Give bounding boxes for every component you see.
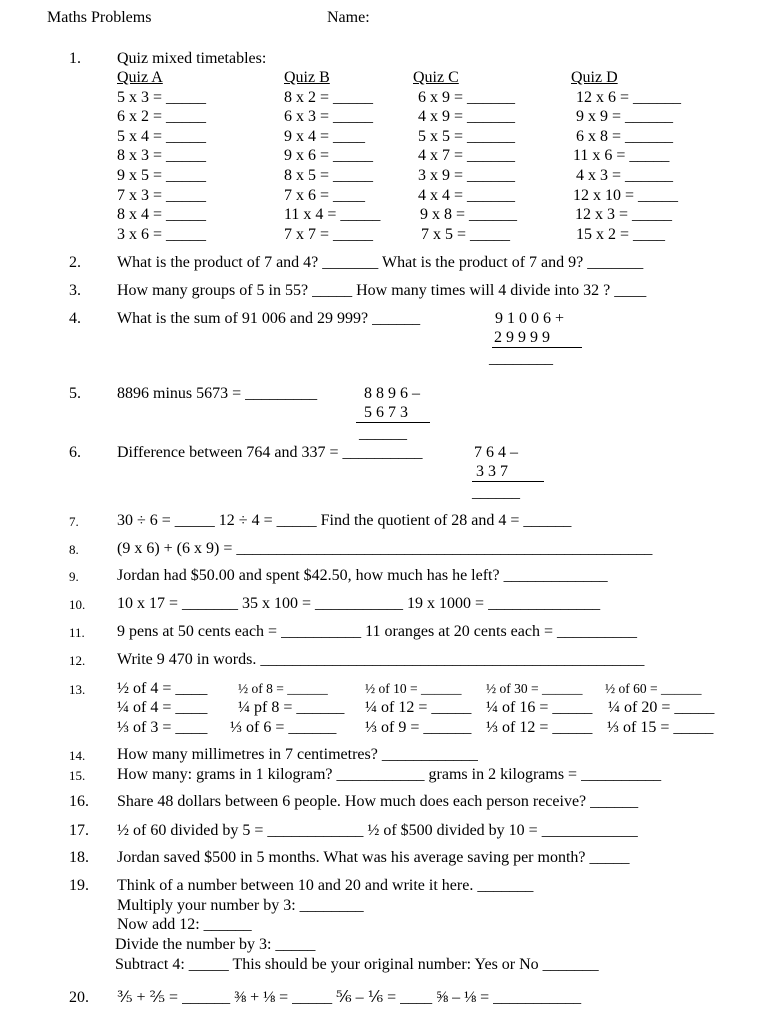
subtraction-bottom-number: 5 6 7 3 bbox=[356, 404, 430, 423]
question-number: 11. bbox=[69, 625, 85, 640]
answer-line: ______ bbox=[472, 484, 520, 501]
fraction-item: ⅓ of 12 = _____ bbox=[486, 719, 593, 736]
fraction-item: ¼ of 4 = ____ bbox=[117, 699, 208, 716]
question-number: 13. bbox=[69, 682, 86, 697]
subtraction-top-number: 7 6 4 – bbox=[474, 444, 518, 461]
question-15-text: How many: grams in 1 kilogram? ___________ grams in 2 kilograms = __________ bbox=[117, 766, 662, 783]
quiz-item: 9 x 4 = ____ bbox=[284, 128, 366, 145]
fraction-item: ⅓ of 6 = ______ bbox=[230, 719, 337, 736]
quiz-item: 5 x 5 = ______ bbox=[418, 128, 516, 145]
question-5-text: 8896 minus 5673 = _________ bbox=[117, 385, 318, 402]
quiz-item: 4 x 4 = ______ bbox=[418, 187, 516, 204]
question-number: 9. bbox=[69, 569, 79, 584]
quiz-item: 4 x 9 = ______ bbox=[418, 108, 516, 125]
quiz-item: 6 x 8 = ______ bbox=[576, 128, 674, 145]
question-17-text: ½ of 60 divided by 5 = ____________ ½ of $500 divided by 10 = ____________ bbox=[117, 822, 638, 839]
quiz-item: 5 x 4 = _____ bbox=[117, 128, 207, 145]
question-number: 10. bbox=[69, 597, 86, 612]
fraction-item: ½ of 8 = ______ bbox=[238, 681, 328, 696]
question-11-text: 9 pens at 50 cents each = __________ 11 oranges at 20 cents each = __________ bbox=[117, 623, 637, 640]
quiz-item: 11 x 4 = _____ bbox=[284, 206, 381, 223]
quiz-item: 8 x 3 = _____ bbox=[117, 147, 207, 164]
quiz-item: 7 x 3 = _____ bbox=[117, 187, 207, 204]
quiz-item: 12 x 6 = ______ bbox=[576, 89, 682, 106]
quiz-item: 7 x 7 = _____ bbox=[284, 226, 374, 243]
question-19-line: Think of a number between 10 and 20 and write it here. _______ bbox=[117, 877, 534, 894]
fraction-item: ¼ pf 8 = ______ bbox=[238, 699, 345, 716]
question-20-text: ⅗ + ⅖ = ______ ⅜ + ⅛ = _____ ⅚ – ⅙ = ____ ⅝ – ⅛ = ___________ bbox=[117, 989, 582, 1006]
quiz-item: 8 x 2 = _____ bbox=[284, 89, 374, 106]
question-number: 3. bbox=[69, 282, 81, 299]
quiz-item: 8 x 5 = _____ bbox=[284, 167, 374, 184]
question-number: 17. bbox=[69, 822, 89, 839]
quiz-item: 15 x 2 = ____ bbox=[576, 226, 666, 243]
question-12-text: Write 9 470 in words. ________________________________________________ bbox=[117, 651, 645, 668]
subtraction-bottom-number: 3 3 7 bbox=[472, 463, 544, 482]
quiz-item: 3 x 6 = _____ bbox=[117, 226, 207, 243]
question-14-text: How many millimetres in 7 centimetres? ____________ bbox=[117, 746, 478, 763]
question-number: 7. bbox=[69, 514, 79, 529]
name-label: Name: bbox=[327, 9, 370, 26]
question-19-line: Multiply your number by 3: ________ bbox=[117, 897, 364, 914]
quiz-item: 7 x 5 = _____ bbox=[421, 226, 511, 243]
question-9-text: Jordan had $50.00 and spent $42.50, how much has he left? _____________ bbox=[117, 567, 608, 584]
question-10-text: 10 x 17 = _______ 35 x 100 = ___________ 19 x 1000 = ______________ bbox=[117, 595, 601, 612]
fraction-item: ½ of 30 = ______ bbox=[486, 681, 583, 696]
quiz-item: 7 x 6 = ____ bbox=[284, 187, 366, 204]
fraction-item: ½ of 4 = ____ bbox=[117, 680, 208, 697]
quiz-item: 6 x 3 = _____ bbox=[284, 108, 374, 125]
quiz-item: 9 x 9 = ______ bbox=[576, 108, 674, 125]
question-6-text: Difference between 764 and 337 = __________ bbox=[117, 444, 423, 461]
question-number: 6. bbox=[69, 444, 81, 461]
fraction-item: ¼ of 12 = _____ bbox=[365, 699, 472, 716]
quiz-title: Quiz B bbox=[284, 69, 330, 86]
question-number: 20. bbox=[69, 989, 89, 1006]
question-3-text: How many groups of 5 in 55? _____ How many times will 4 divide into 32 ? ____ bbox=[117, 282, 647, 299]
quiz-title: Quiz D bbox=[571, 69, 618, 86]
question-8-text: (9 x 6) + (6 x 9) = ____________________________________________________ bbox=[117, 540, 653, 557]
question-number: 19. bbox=[69, 877, 89, 894]
addition-bottom-number: 2 9 9 9 9 bbox=[492, 329, 582, 348]
question-7-text: 30 ÷ 6 = _____ 12 ÷ 4 = _____ Find the quotient of 28 and 4 = ______ bbox=[117, 512, 572, 529]
quiz-item: 9 x 8 = ______ bbox=[420, 206, 518, 223]
question-number: 5. bbox=[69, 385, 81, 402]
question-number: 4. bbox=[69, 310, 81, 327]
answer-line: ________ bbox=[489, 350, 553, 367]
quiz-item: 11 x 6 = _____ bbox=[573, 147, 670, 164]
question-19-line: Now add 12: ______ bbox=[117, 916, 252, 933]
question-4-text: What is the sum of 91 006 and 29 999? ______ bbox=[117, 310, 421, 327]
fraction-item: ½ of 10 = ______ bbox=[365, 681, 462, 696]
question-2-text: What is the product of 7 and 4? _______ What is the product of 7 and 9? _______ bbox=[117, 254, 644, 271]
quiz-item: 4 x 3 = ______ bbox=[576, 167, 674, 184]
quiz-item: 9 x 6 = _____ bbox=[284, 147, 374, 164]
fraction-item: ⅓ of 9 = ______ bbox=[365, 719, 472, 736]
question-1-intro: Quiz mixed timetables: bbox=[117, 50, 267, 67]
question-number: 14. bbox=[69, 748, 86, 763]
question-number: 16. bbox=[69, 793, 89, 810]
question-number: 2. bbox=[69, 254, 81, 271]
question-16-text: Share 48 dollars between 6 people. How much does each person receive? ______ bbox=[117, 793, 639, 810]
page-title: Maths Problems bbox=[47, 9, 152, 26]
question-number: 18. bbox=[69, 849, 89, 866]
question-18-text: Jordan saved $500 in 5 months. What was his average saving per month? _____ bbox=[117, 849, 630, 866]
fraction-item: ⅓ of 15 = _____ bbox=[607, 719, 714, 736]
quiz-item: 4 x 7 = ______ bbox=[418, 147, 516, 164]
question-number: 12. bbox=[69, 653, 86, 668]
quiz-title: Quiz C bbox=[413, 69, 459, 86]
quiz-item: 5 x 3 = _____ bbox=[117, 89, 207, 106]
quiz-item: 8 x 4 = _____ bbox=[117, 206, 207, 223]
answer-line: ______ bbox=[359, 425, 407, 442]
question-number: 8. bbox=[69, 542, 79, 557]
fraction-item: ¼ of 16 = _____ bbox=[486, 699, 593, 716]
question-number: 1. bbox=[69, 50, 81, 67]
quiz-item: 3 x 9 = ______ bbox=[418, 167, 516, 184]
addition-top-number: 9 1 0 0 6 + bbox=[495, 310, 565, 327]
quiz-item: 12 x 3 = _____ bbox=[575, 206, 673, 223]
question-19-line: Divide the number by 3: _____ bbox=[115, 936, 316, 953]
quiz-item: 12 x 10 = _____ bbox=[573, 187, 679, 204]
fraction-item: ¼ of 20 = _____ bbox=[608, 699, 715, 716]
quiz-title: Quiz A bbox=[117, 69, 163, 86]
question-19-line: Subtract 4: _____ This should be your original number: Yes or No _______ bbox=[115, 956, 599, 973]
quiz-item: 6 x 2 = _____ bbox=[117, 108, 207, 125]
quiz-item: 9 x 5 = _____ bbox=[117, 167, 207, 184]
question-number: 15. bbox=[69, 768, 86, 783]
fraction-item: ⅓ of 3 = ____ bbox=[117, 719, 208, 736]
subtraction-top-number: 8 8 9 6 – bbox=[364, 385, 420, 402]
fraction-item: ½ of 60 = ______ bbox=[605, 681, 702, 696]
quiz-item: 6 x 9 = ______ bbox=[418, 89, 516, 106]
